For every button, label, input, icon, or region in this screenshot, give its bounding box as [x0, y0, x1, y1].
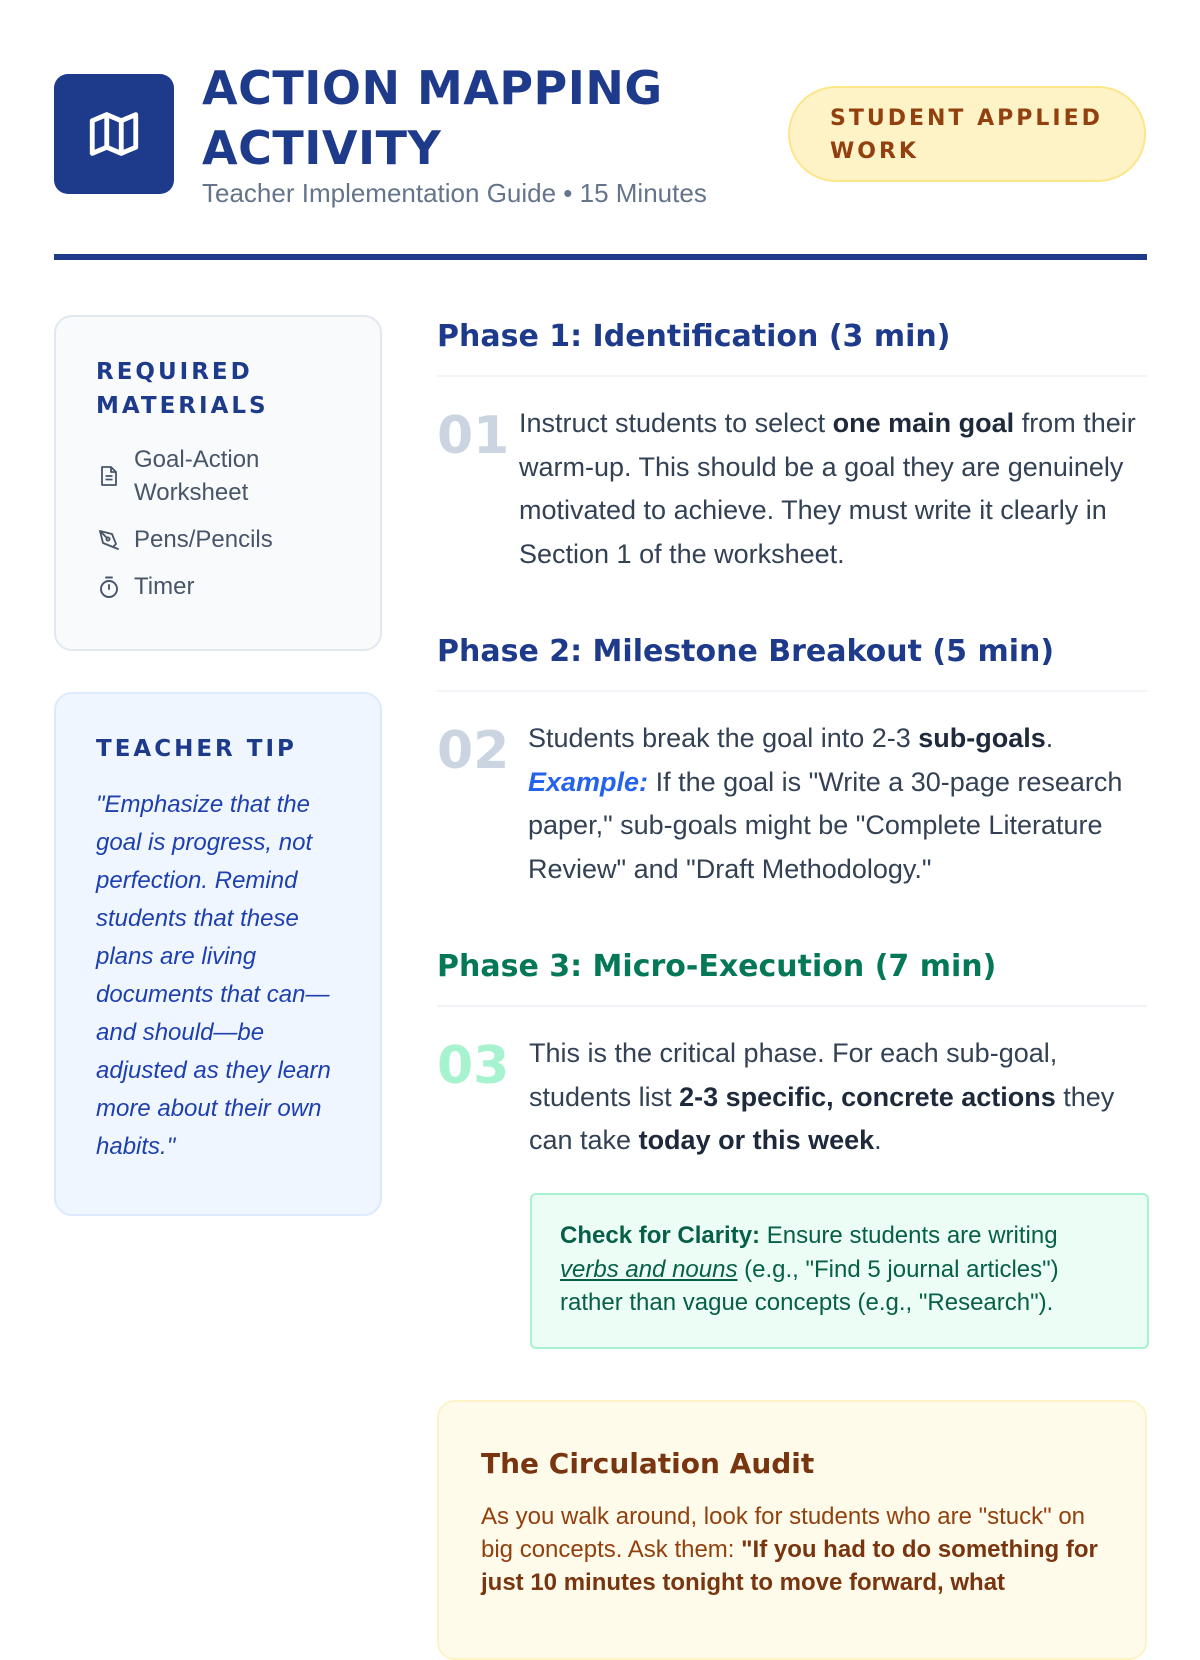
step-text: Instruct students to select one main goal from their warm-up. This should be a goal they are genuinely motivated to achieve. They must write it clearly in Section 1 of the worksheet. [519, 408, 1136, 569]
tip-text: "Emphasize that the goal is progress, not perfection. Remind students that these plans are living documents that can—and should—be adjusted as they learn more about their own habits." [96, 791, 331, 1160]
phase-divider [437, 690, 1147, 692]
example-label: Example: [528, 766, 649, 797]
audit-text: As you walk around, look for students who are "stuck" on big concepts. Ask them: "If you had to do something for just 10 minutes tonight to move forward, what [481, 1503, 1098, 1596]
page-header [54, 58, 1146, 218]
step-text: Students break the goal into 2-3 sub-goals. Example: If the goal is "Write a 30-page research paper," sub-goals might be "Complete Literature Review" and "Draft Methodology." [528, 723, 1123, 884]
logo-box [54, 74, 174, 194]
step-2 [437, 717, 1147, 891]
timer-icon [96, 574, 122, 600]
phase-2 [437, 630, 1147, 692]
materials-card [54, 315, 382, 651]
phase-heading: Phase 2: Milestone Breakout (5 min) [437, 634, 1055, 669]
page-subtitle: Teacher Implementation Guide • 15 Minutes [202, 178, 707, 208]
phase-heading: Phase 1: Identification (3 min) [437, 319, 951, 354]
step-text: This is the critical phase. For each sub-goal, students list 2-3 specific, concrete actions they can take today or this week. [529, 1038, 1115, 1155]
status-badge: STUDENT APPLIED WORK [788, 86, 1146, 182]
material-label: Timer [134, 573, 195, 600]
phase-3 [437, 945, 1147, 1007]
step-number: 02 [437, 721, 510, 781]
list-item [96, 523, 340, 556]
step-number: 03 [437, 1036, 510, 1096]
page-title: ACTION MAPPING ACTIVITY [202, 61, 663, 175]
tip-heading: TEACHER TIP [96, 736, 297, 762]
step-number: 01 [437, 406, 510, 466]
list-item [96, 570, 340, 603]
phase-1 [437, 315, 1147, 377]
materials-heading: REQUIRED MATERIALS [96, 359, 269, 419]
phase-divider [437, 1005, 1147, 1007]
map-icon [85, 105, 143, 163]
materials-list [96, 443, 340, 603]
clarity-callout: Check for Clarity: Ensure students are writing verbs and nouns (e.g., "Find 5 journal articles") rather than vague concepts (e.g., "Research"). [530, 1193, 1149, 1349]
pen-icon [96, 527, 122, 553]
phase-heading: Phase 3: Micro-Execution (7 min) [437, 949, 997, 984]
material-label: Pens/Pencils [134, 526, 273, 553]
teacher-tip-card [54, 692, 382, 1216]
step-1 [437, 402, 1147, 576]
clarity-label: Check for Clarity: [560, 1222, 761, 1249]
list-item [96, 443, 340, 509]
audit-heading: The Circulation Audit [481, 1447, 815, 1480]
header-divider [54, 254, 1147, 260]
material-label: Goal-Action Worksheet [134, 446, 260, 506]
circulation-audit-card [437, 1400, 1147, 1660]
document-icon [96, 463, 122, 489]
phase-divider [437, 375, 1147, 377]
clarity-emphasis: verbs and nouns [560, 1255, 738, 1283]
step-3 [437, 1032, 1147, 1163]
